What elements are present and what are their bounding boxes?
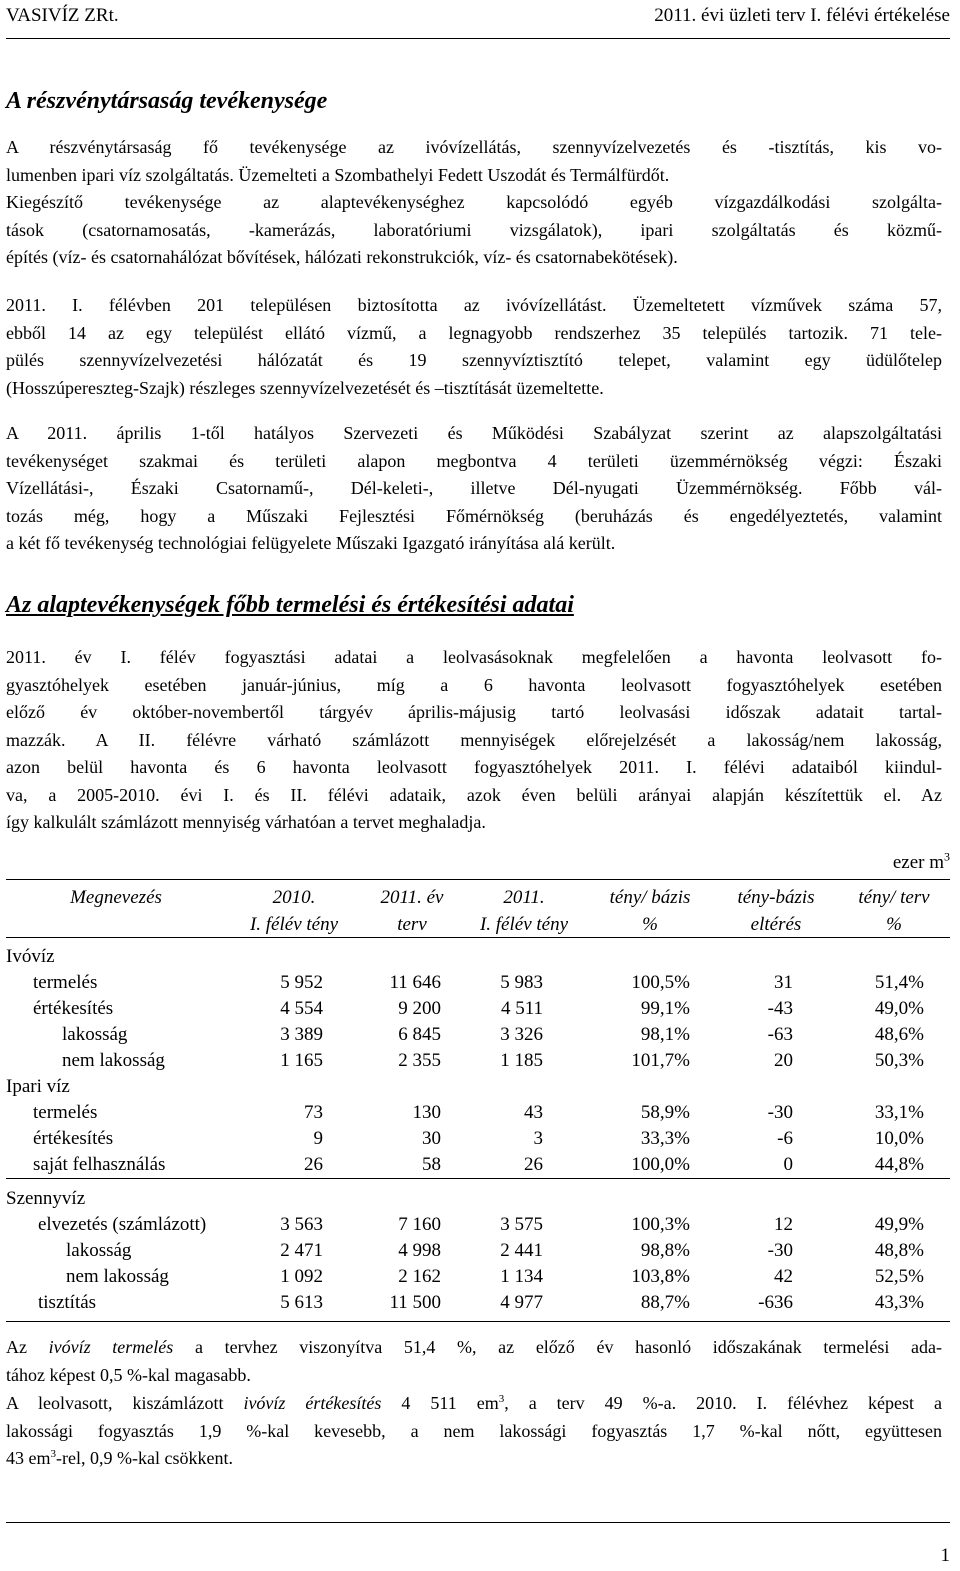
table-cell: 4 977 [500, 1292, 543, 1313]
paragraph-supply-stats [6, 292, 942, 402]
column-header: 2011. I. félév tény [479, 887, 569, 935]
table-group-rule [6, 1178, 950, 1179]
row-label: nem lakosság [62, 1050, 165, 1071]
table-row [0, 1128, 960, 1154]
text-line: tások (csatornamosatás, -kamerázás, laboratóriumi vizsgálatok), ipari szolgáltatás és közmű- [6, 219, 942, 240]
company-name: VASIVÍZ ZRt. [6, 5, 119, 26]
table-cell: 31 [774, 972, 793, 993]
section-title-production: Az alaptevékenységek főbb termelési és értékesítési adatai [6, 592, 574, 618]
table-cell: -636 [758, 1292, 793, 1313]
table-cell: 4 511 [500, 998, 543, 1019]
paragraph-organization [6, 420, 942, 558]
column-header: tény/ terv % [858, 887, 930, 935]
text-line: így kalkulált számlázott mennyiség várhatóan a tervet meghaladja. [6, 812, 486, 832]
text-line: építés (víz- és csatornahálózat bővítések, hálózati rekonstrukciók, víz- és csatornabekötések). [6, 247, 678, 267]
table-cell: 0 [783, 1154, 793, 1175]
table-cell: 49,0% [874, 998, 924, 1019]
table-cell: -30 [767, 1102, 793, 1123]
table-cell: 98,1% [640, 1024, 690, 1045]
table-cell: 33,1% [874, 1102, 924, 1123]
table-cell: 3 563 [280, 1214, 323, 1235]
table-row [0, 1102, 960, 1128]
table-header-rule [6, 937, 950, 938]
row-label: saját felhasználás [33, 1154, 166, 1175]
text-line: Az ivóvíz termelés a tervhez viszonyítva 51,4 %, az előző év hasonló időszakának termelési ada- [6, 1337, 942, 1357]
table-row [0, 1214, 960, 1240]
table-cell: 26 [304, 1154, 323, 1175]
text-line: azon belül havonta és 6 havonta leolvasott fogyasztóhelyek 2011. I. félévi adataiból kiindul- [6, 757, 942, 777]
table-cell: 3 575 [500, 1214, 543, 1235]
table-cell: 49,9% [874, 1214, 924, 1235]
row-label: értékesítés [33, 1128, 114, 1149]
table-cell: 9 200 [398, 998, 441, 1019]
row-label: lakosság [62, 1024, 128, 1045]
text-line: 2011. év I. félév fogyasztási adatai a leolvasásoknak megfelelően a havonta leolvasott fo- [6, 647, 942, 667]
column-header: 2011. év terv [380, 887, 444, 935]
column-header: Megnevezés [70, 887, 162, 908]
term-drinking-water-sales: ivóvíz értékesítés [243, 1393, 382, 1413]
table-cell: 9 [313, 1128, 323, 1149]
table-row [0, 972, 960, 998]
table-unit-label: ezer $m^3$ [892, 849, 950, 873]
section-title-activity: A részvénytársaság tevékenysége [6, 88, 328, 114]
table-cell: 7 160 [398, 1214, 441, 1235]
table-row [0, 1050, 960, 1076]
page-number: 1 [940, 1545, 950, 1566]
table-cell: 26 [524, 1154, 543, 1175]
table-cell: 2 471 [280, 1240, 323, 1261]
text-line: tozás még, hogy a Műszaki Fejlesztési Főmérnökség (beruházás és engedélyeztetés, valamint [6, 505, 942, 526]
table-cell: 4 998 [398, 1240, 441, 1261]
row-label: Ipari víz [6, 1076, 70, 1097]
table-cell: 5 983 [500, 972, 543, 993]
table-row [0, 1154, 960, 1180]
table-row [0, 1240, 960, 1266]
table-cell: 6 845 [398, 1024, 441, 1045]
table-cell: -6 [777, 1128, 793, 1149]
row-label: Szennyvíz [6, 1188, 86, 1209]
row-label: termelés [33, 1102, 98, 1123]
row-label: Ivóvíz [6, 946, 55, 967]
column-header: tény-bázis eltérés [737, 887, 815, 935]
footer-divider [6, 1522, 950, 1523]
table-cell: 58 [422, 1154, 441, 1175]
text-line: lakossági fogyasztás 1,9 %-kal kevesebb, a nem lakossági fogyasztás 1,7 %-kal nőtt, együttesen [6, 1420, 942, 1441]
table-bottom-rule [6, 1321, 950, 1322]
text-line: Kiegészítő tevékenysége az alaptevékenységhez kapcsolódó egyéb vízgazdálkodási szolgálta- [6, 192, 942, 212]
table-top-rule [6, 879, 950, 880]
table-row [0, 1292, 960, 1318]
text-line: mazzák. A II. félévre várható számlázott mennyiségek előrejelzését a lakosság/nem lakosság, [6, 729, 942, 750]
text-line: a két fő tevékenység technológiai felügyelete Műszaki Igazgató irányítása alá került. [6, 533, 616, 553]
row-label: tisztítás [38, 1292, 97, 1313]
table-cell: 2 441 [500, 1240, 543, 1261]
table-row [0, 1024, 960, 1050]
table-cell: 4 554 [280, 998, 323, 1019]
table-cell: -30 [767, 1240, 793, 1261]
table-cell: 2 162 [398, 1266, 441, 1287]
table-cell: 101,7% [631, 1050, 690, 1071]
table-cell: 3 326 [500, 1024, 543, 1045]
table-cell: -43 [767, 998, 793, 1019]
report-title: 2011. évi üzleti terv I. félévi értékelése [654, 5, 950, 26]
text-line: lumenben ipari víz szolgáltatás. Üzemelteti a Szombathelyi Fedett Uszodát és Termálfürdőt. [6, 164, 670, 185]
table-cell: 51,4% [874, 972, 924, 993]
table-cell: 5 613 [280, 1292, 323, 1313]
table-cell: 43,3% [874, 1292, 924, 1313]
text-line: A leolvasott, kiszámlázott ivóvíz értékesítés 4 511 $em^3$, a terv 49 %-a. 2010. I. félévhez képest a [6, 1393, 943, 1413]
table-cell: 10,0% [874, 1128, 924, 1149]
table-cell: 12 [774, 1214, 793, 1235]
paragraph-consumption [6, 644, 942, 837]
table-cell: 3 [533, 1128, 543, 1149]
table-cell: 48,6% [874, 1024, 924, 1045]
text-line: előző év október-novembertől tárgyév április-májusig tartó leolvasási időszak adatait tartal- [6, 702, 942, 722]
table-cell: 5 952 [280, 972, 323, 993]
text-line: 2011. I. félévben 201 településen biztosította az ivóvízellátást. Üzemeltetett vízművek száma 57, [6, 295, 942, 315]
table-cell: 20 [774, 1050, 793, 1071]
text-line: A részvénytársaság fő tevékenysége az ivóvízellátás, szennyvízelvezetés és -tisztítás, kis vo- [6, 137, 942, 157]
column-header: 2010. I. félév tény [249, 887, 339, 935]
table-cell: 11 500 [389, 1292, 441, 1313]
table-cell: 42 [774, 1266, 793, 1287]
table-cell: -63 [767, 1024, 793, 1045]
table-row [0, 998, 960, 1024]
table-cell: 1 165 [280, 1050, 323, 1071]
table-cell: 130 [412, 1102, 441, 1123]
table-cell: 58,9% [640, 1102, 690, 1123]
table-cell: 100,3% [631, 1214, 690, 1235]
table-cell: 100,5% [631, 972, 690, 993]
table-cell: 43 [524, 1102, 543, 1123]
table-cell: 48,8% [874, 1240, 924, 1261]
table-cell: 99,1% [640, 998, 690, 1019]
table-cell: 98,8% [640, 1240, 690, 1261]
header-divider [6, 38, 950, 39]
row-label: elvezetés (számlázott) [38, 1214, 207, 1235]
table-cell: 1 134 [500, 1266, 543, 1287]
table-cell: 1 092 [280, 1266, 323, 1287]
table-row [0, 1076, 960, 1102]
text-line: tához képest 0,5 %-kal magasabb. [6, 1364, 251, 1385]
table-cell: 3 389 [280, 1024, 323, 1045]
row-label: értékesítés [33, 998, 114, 1019]
row-label: nem lakosság [66, 1266, 169, 1287]
column-header: tény/ bázis % [609, 887, 691, 935]
text-line: (Hosszúpereszteg-Szajk) részleges szennyvízelvezetését és –tisztítását üzemeltette. [6, 377, 604, 398]
table-cell: 2 355 [398, 1050, 441, 1071]
table-cell: 103,8% [631, 1266, 690, 1287]
text-line: 43 $em^3$-rel, 0,9 %-kal csökkent. [6, 1448, 233, 1468]
row-label: lakosság [66, 1240, 132, 1261]
table-cell: 44,8% [874, 1154, 924, 1175]
text-line: ebből 14 az egy települést ellátó vízmű, a legnagyobb rendszerhez 35 település tartozik. 71 tele- [6, 322, 942, 343]
table-cell: 30 [422, 1128, 441, 1149]
table-cell: 100,0% [631, 1154, 690, 1175]
table-cell: 52,5% [874, 1266, 924, 1287]
table-cell: 1 185 [500, 1050, 543, 1071]
paragraph-production-summary [6, 1334, 942, 1389]
table-cell: 50,3% [874, 1050, 924, 1071]
table-row [0, 946, 960, 972]
text-line: Vízellátási-, Északi Csatornamű-, Dél-keleti-, illetve Dél-nyugati Üzemmérnökség. Főbb vál- [6, 478, 942, 498]
table-cell: 11 646 [389, 972, 441, 993]
table-cell: 73 [304, 1102, 323, 1123]
row-label: termelés [33, 972, 98, 993]
text-line: va, a 2005-2010. évi I. és II. félévi adataik, azok éven belüli arányai alapján készítettük el. Az [6, 784, 942, 805]
text-line: gyasztóhelyek esetében január-június, míg a 6 havonta leolvasott fogyasztóhelyek esetében [6, 674, 942, 695]
text-line: tevékenységet szakmai és területi alapon megbontva 4 területi üzemmérnökség végzi: Északi [6, 450, 942, 471]
text-line: pülés szennyvízelvezetési hálózatát és 19 szennyvíztisztító telepet, valamint egy üdülőtelep [6, 350, 942, 370]
table-row [0, 1266, 960, 1292]
term-drinking-water-production: ivóvíz termelés [48, 1337, 174, 1357]
table-cell: 88,7% [640, 1292, 690, 1313]
paragraph-main-activity [6, 134, 942, 272]
text-line: A 2011. április 1-től hatályos Szervezeti és Működési Szabályzat szerint az alapszolgáltatási [6, 423, 942, 443]
paragraph-sales-summary [6, 1390, 942, 1473]
table-row [0, 1188, 960, 1214]
table-cell: 33,3% [640, 1128, 690, 1149]
